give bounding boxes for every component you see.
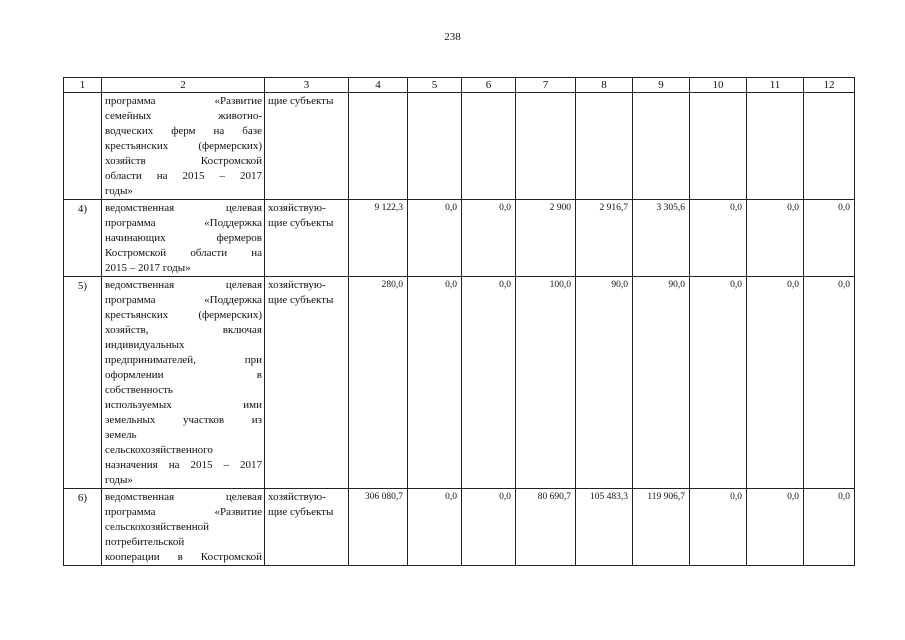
value-cell-col-7: 100,0: [516, 277, 576, 489]
table-row: [64, 200, 855, 277]
value-cell-col-12: 0,0: [804, 489, 855, 566]
executor-cell: [265, 200, 349, 277]
program-name-line: крестьянских (фермерских): [105, 140, 262, 152]
value-cell-col-12: 0,0: [804, 200, 855, 277]
program-name-cell: [102, 489, 265, 566]
column-number-header-row: [64, 78, 855, 93]
program-name-line: крестьянских (фермерских): [105, 309, 262, 321]
value-cell-col-11: 0,0: [747, 489, 804, 566]
program-name-line: программа «Развитие: [105, 506, 262, 518]
value-cell-col-10: 0,0: [690, 277, 747, 489]
program-name-line: оформлении в: [105, 369, 262, 381]
header-cell: 6: [462, 78, 516, 93]
header-cell: 11: [747, 78, 804, 93]
program-name-line: семейных животно-: [105, 110, 262, 122]
program-name-line: собственность: [105, 384, 173, 396]
row-number: 6): [64, 489, 102, 566]
program-name-line: потребительской: [105, 536, 185, 548]
page-number: 238: [444, 31, 461, 43]
value-cell-col-11: [747, 93, 804, 200]
executor-line: хозяйствую-: [268, 279, 326, 291]
program-name-line: Костромской области на: [105, 247, 262, 259]
value-cell-col-10: [690, 93, 747, 200]
program-name-line: ведомственная целевая: [105, 491, 262, 503]
program-name-line: кооперации в Костромской: [105, 551, 262, 563]
value-cell-col-12: 0,0: [804, 277, 855, 489]
program-name-line: программа «Развитие: [105, 95, 262, 107]
header-cell: 1: [64, 78, 102, 93]
value-cell-col-4: [349, 93, 408, 200]
header-cell: 5: [408, 78, 462, 93]
program-name-line: сельскохозяйственной: [105, 521, 210, 533]
header-cell: 3: [265, 78, 349, 93]
executor-line: щие субъекты: [268, 294, 334, 306]
row-number: [64, 93, 102, 200]
program-name-line: годы»: [105, 474, 133, 486]
header-cell: 12: [804, 78, 855, 93]
executor-line: хозяйствую-: [268, 491, 326, 503]
program-name-line: предпринимателей, при: [105, 354, 262, 366]
value-cell-col-11: 0,0: [747, 277, 804, 489]
program-name-line: индивидуальных: [105, 339, 185, 351]
table-row: [64, 489, 855, 566]
value-cell-col-5: [408, 93, 462, 200]
value-cell-col-7: [516, 93, 576, 200]
executor-line: щие субъекты: [268, 217, 334, 229]
program-name-cell: [102, 200, 265, 277]
program-name-line: области на 2015 – 2017: [105, 170, 262, 182]
program-name-line: 2015 – 2017 годы»: [105, 262, 191, 274]
program-name-line: земельных участков из: [105, 414, 262, 426]
value-cell-col-6: 0,0: [462, 489, 516, 566]
value-cell-col-5: 0,0: [408, 200, 462, 277]
value-cell-col-6: 0,0: [462, 200, 516, 277]
program-name-line: сельскохозяйственного: [105, 444, 213, 456]
value-cell-col-7: 80 690,7: [516, 489, 576, 566]
value-cell-col-7: 2 900: [516, 200, 576, 277]
value-cell-col-10: 0,0: [690, 200, 747, 277]
header-cell: 7: [516, 78, 576, 93]
header-cell: 10: [690, 78, 747, 93]
program-name-line: ведомственная целевая: [105, 279, 262, 291]
table-row: [64, 277, 855, 489]
program-name-line: водческих ферм на базе: [105, 125, 262, 137]
program-name-line: используемых ими: [105, 399, 262, 411]
executor-line: щие субъекты: [268, 506, 334, 518]
program-name-line: хозяйств Костромской: [105, 155, 262, 167]
program-name-line: назначения на 2015 – 2017: [105, 459, 262, 471]
value-cell-col-5: 0,0: [408, 277, 462, 489]
program-name-line: программа «Поддержка: [105, 294, 262, 306]
value-cell-col-9: 90,0: [633, 277, 690, 489]
value-cell-col-6: [462, 93, 516, 200]
value-cell-col-9: 119 906,7: [633, 489, 690, 566]
value-cell-col-8: 2 916,7: [576, 200, 633, 277]
program-name-line: хозяйств, включая: [105, 324, 262, 336]
value-cell-col-4: 306 080,7: [349, 489, 408, 566]
program-name-cell: [102, 93, 265, 200]
header-cell: 8: [576, 78, 633, 93]
value-cell-col-5: 0,0: [408, 489, 462, 566]
program-name-line: ведомственная целевая: [105, 202, 262, 214]
program-name-cell: [102, 277, 265, 489]
value-cell-col-4: 280,0: [349, 277, 408, 489]
value-cell-col-4: 9 122,3: [349, 200, 408, 277]
row-number: 4): [64, 200, 102, 277]
row-number: 5): [64, 277, 102, 489]
executor-line: хозяйствую-: [268, 202, 326, 214]
executor-cell: [265, 489, 349, 566]
value-cell-col-11: 0,0: [747, 200, 804, 277]
value-cell-col-10: 0,0: [690, 489, 747, 566]
program-name-line: программа «Поддержка: [105, 217, 262, 229]
value-cell-col-9: 3 305,6: [633, 200, 690, 277]
value-cell-col-8: 90,0: [576, 277, 633, 489]
value-cell-col-9: [633, 93, 690, 200]
budget-table: [63, 77, 855, 566]
executor-line: щие субъекты: [268, 95, 334, 107]
value-cell-col-8: [576, 93, 633, 200]
header-cell: 9: [633, 78, 690, 93]
table-row: [64, 93, 855, 200]
header-cell: 2: [102, 78, 265, 93]
value-cell-col-8: 105 483,3: [576, 489, 633, 566]
program-name-line: начинающих фермеров: [105, 232, 262, 244]
executor-cell: [265, 93, 349, 200]
executor-cell: [265, 277, 349, 489]
value-cell-col-12: [804, 93, 855, 200]
program-name-line: годы»: [105, 185, 133, 197]
header-cell: 4: [349, 78, 408, 93]
value-cell-col-6: 0,0: [462, 277, 516, 489]
program-name-line: земель: [105, 429, 137, 441]
